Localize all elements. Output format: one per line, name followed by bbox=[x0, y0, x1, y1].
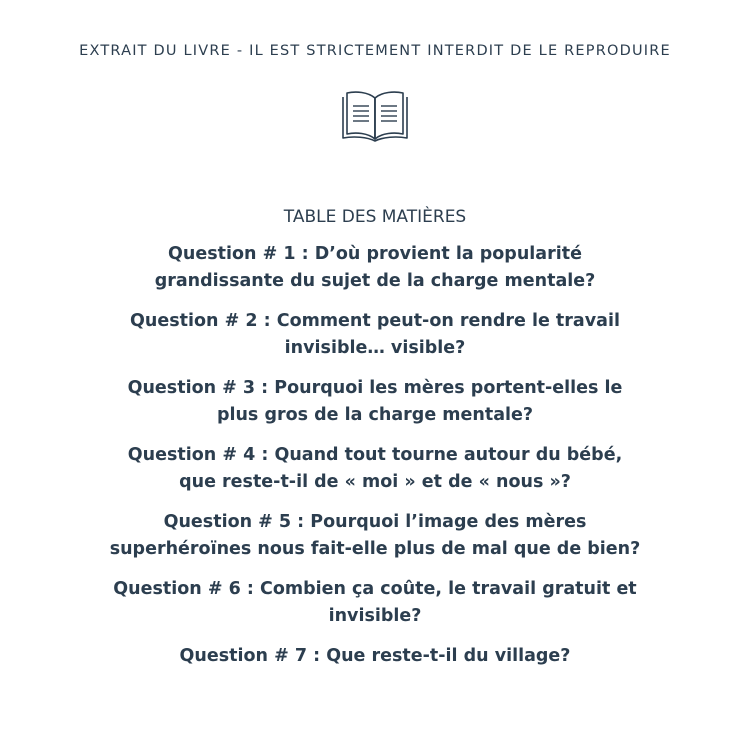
toc-item-question-7 bbox=[75, 643, 675, 670]
toc-item-line: invisible… visible? bbox=[284, 338, 466, 358]
toc-item-line: Question # 1 : D’où provient la popularité bbox=[168, 244, 582, 264]
toc-item-line: que reste-t-il de « moi » et de « nous »? bbox=[179, 472, 571, 492]
toc-item-question-6 bbox=[75, 576, 675, 630]
toc-item-line: Question # 4 : Quand tout tourne autour du bébé, bbox=[127, 445, 623, 465]
toc-item-line: Question # 5 : Pourquoi l’image des mères bbox=[163, 512, 587, 532]
table-of-contents bbox=[75, 205, 675, 683]
toc-item-line: superhéroïnes nous fait-elle plus de mal que de bien? bbox=[109, 539, 641, 559]
toc-item-line: Question # 6 : Combien ça coûte, le travail gratuit et bbox=[113, 579, 637, 599]
toc-item-question-1 bbox=[75, 241, 675, 295]
toc-item-line: invisible? bbox=[328, 606, 422, 626]
copyright-notice: EXTRAIT DU LIVRE - IL EST STRICTEMENT INTERDIT DE LE REPRODUIRE bbox=[79, 43, 671, 59]
toc-item-question-3 bbox=[75, 375, 675, 429]
open-book-icon bbox=[338, 84, 412, 144]
toc-item-question-5 bbox=[75, 509, 675, 563]
toc-item-line: Question # 2 : Comment peut-on rendre le travail bbox=[130, 311, 620, 331]
toc-item-line: grandissante du sujet de la charge mentale? bbox=[154, 271, 596, 291]
toc-list bbox=[75, 241, 675, 670]
toc-item-line: plus gros de la charge mentale? bbox=[216, 405, 534, 425]
toc-item-line: Question # 3 : Pourquoi les mères portent-elles le bbox=[127, 378, 623, 398]
toc-title: TABLE DES MATIÈRES bbox=[283, 207, 467, 227]
toc-item-question-4 bbox=[75, 442, 675, 496]
toc-item-question-2 bbox=[75, 308, 675, 362]
toc-item-line: Question # 7 : Que reste-t-il du village? bbox=[179, 646, 571, 666]
